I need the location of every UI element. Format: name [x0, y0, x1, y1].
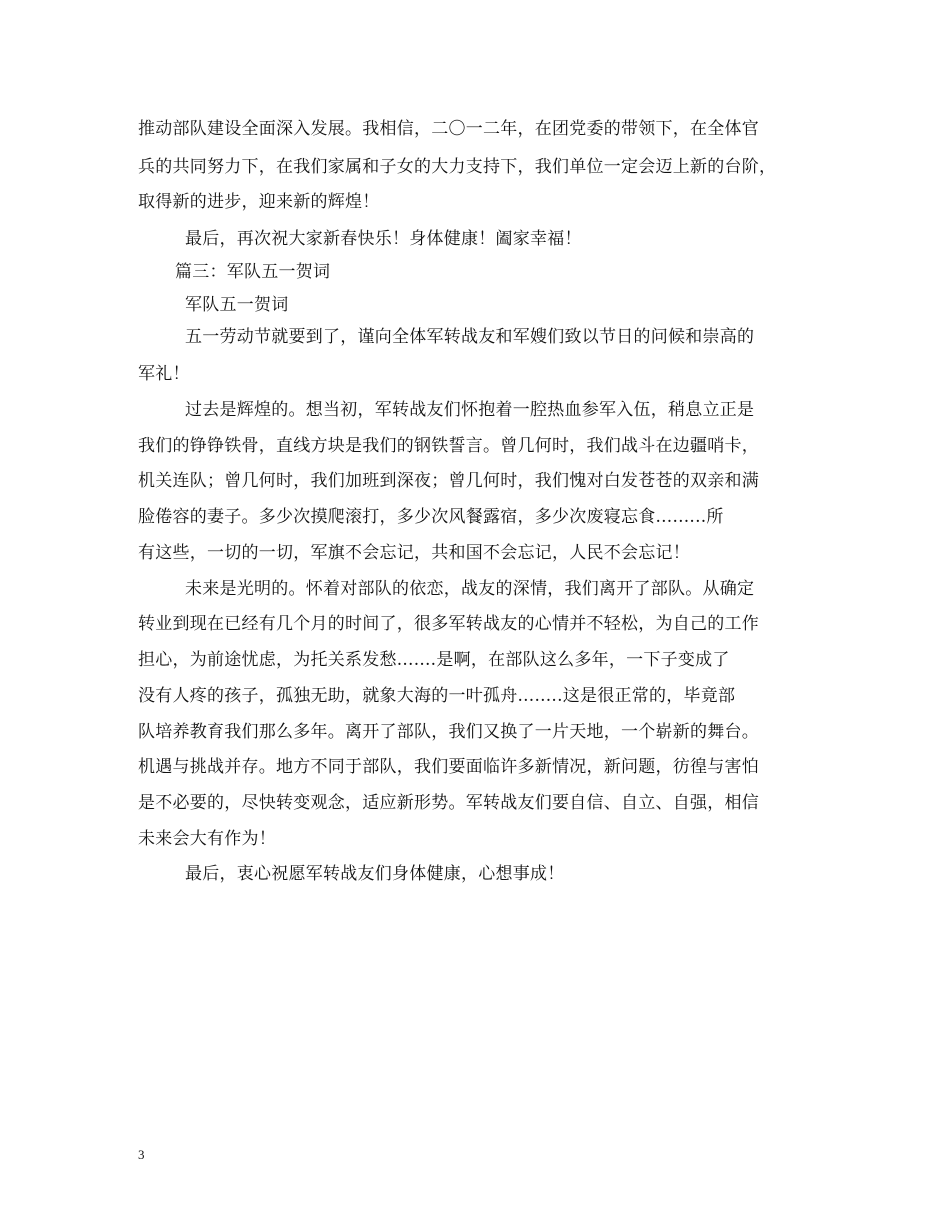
text-line: 五一劳动节就要到了，谨向全体军转战友和军嫂们致以节日的问候和崇高的 — [185, 327, 755, 347]
text-line: 军礼！ — [138, 364, 190, 384]
text-line: 过去是辉煌的。想当初，军转战友们怀抱着一腔热血参军入伍，稍息立正是 — [185, 400, 755, 420]
text-line: 有这些，一切的一切，军旗不会忘记，共和国不会忘记，人民不会忘记！ — [138, 543, 690, 563]
text-line: 最后，再次祝大家新春快乐！身体健康！阖家幸福！ — [185, 229, 582, 249]
text-line: 转业到现在已经有几个月的时间了，很多军转战友的心情并不轻松，为自己的工作 — [138, 614, 759, 634]
text-line: 机遇与挑战并存。地方不同于部队，我们要面临许多新情况，新问题，彷徨与害怕 — [138, 757, 759, 777]
text-line: 未来会大有作为！ — [138, 829, 276, 849]
text-line: 担心，为前途忧虑，为托关系发愁.......是啊，在部队这么多年，一下子变成了 — [138, 650, 730, 670]
text-line: 没有人疼的孩子，孤独无助，就象大海的一叶孤舟........这是很正常的，毕竟部 — [138, 686, 736, 706]
text-line: 最后，衷心祝愿军转战友们身体健康，心想事成！ — [185, 864, 565, 884]
text-line: 推动部队建设全面深入发展。我相信，二〇一二年，在团党委的带领下，在全体官 — [138, 119, 759, 139]
text-line: 机关连队；曾几何时，我们加班到深夜；曾几何时，我们愧对白发苍苍的双亲和满 — [138, 471, 759, 491]
text-line: 队培养教育我们那么多年。离开了部队，我们又换了一片天地，一个崭新的舞台。 — [138, 722, 759, 742]
section-heading: 篇三：军队五一贺词 — [175, 262, 331, 282]
text-line: 脸倦容的妻子。多少次摸爬滚打，多少次风餐露宿，多少次废寝忘食.........所 — [138, 507, 724, 527]
text-line: 兵的共同努力下，在我们家属和子女的大力支持下，我们单位一定会迈上新的台阶， — [138, 157, 777, 177]
text-line: 未来是光明的。怀着对部队的依恋，战友的深情，我们离开了部队。从确定 — [185, 579, 755, 599]
text-line: 我们的铮铮铁骨，直线方块是我们的钢铁誓言。曾几何时，我们战斗在边疆哨卡， — [138, 436, 759, 456]
page-number: 3 — [138, 1147, 145, 1162]
article-title: 军队五一贺词 — [185, 295, 289, 315]
text-line: 是不必要的，尽快转变观念，适应新形势。军转战友们要自信、自立、自强，相信 — [138, 793, 759, 813]
text-line: 取得新的进步，迎来新的辉煌！ — [138, 192, 380, 212]
